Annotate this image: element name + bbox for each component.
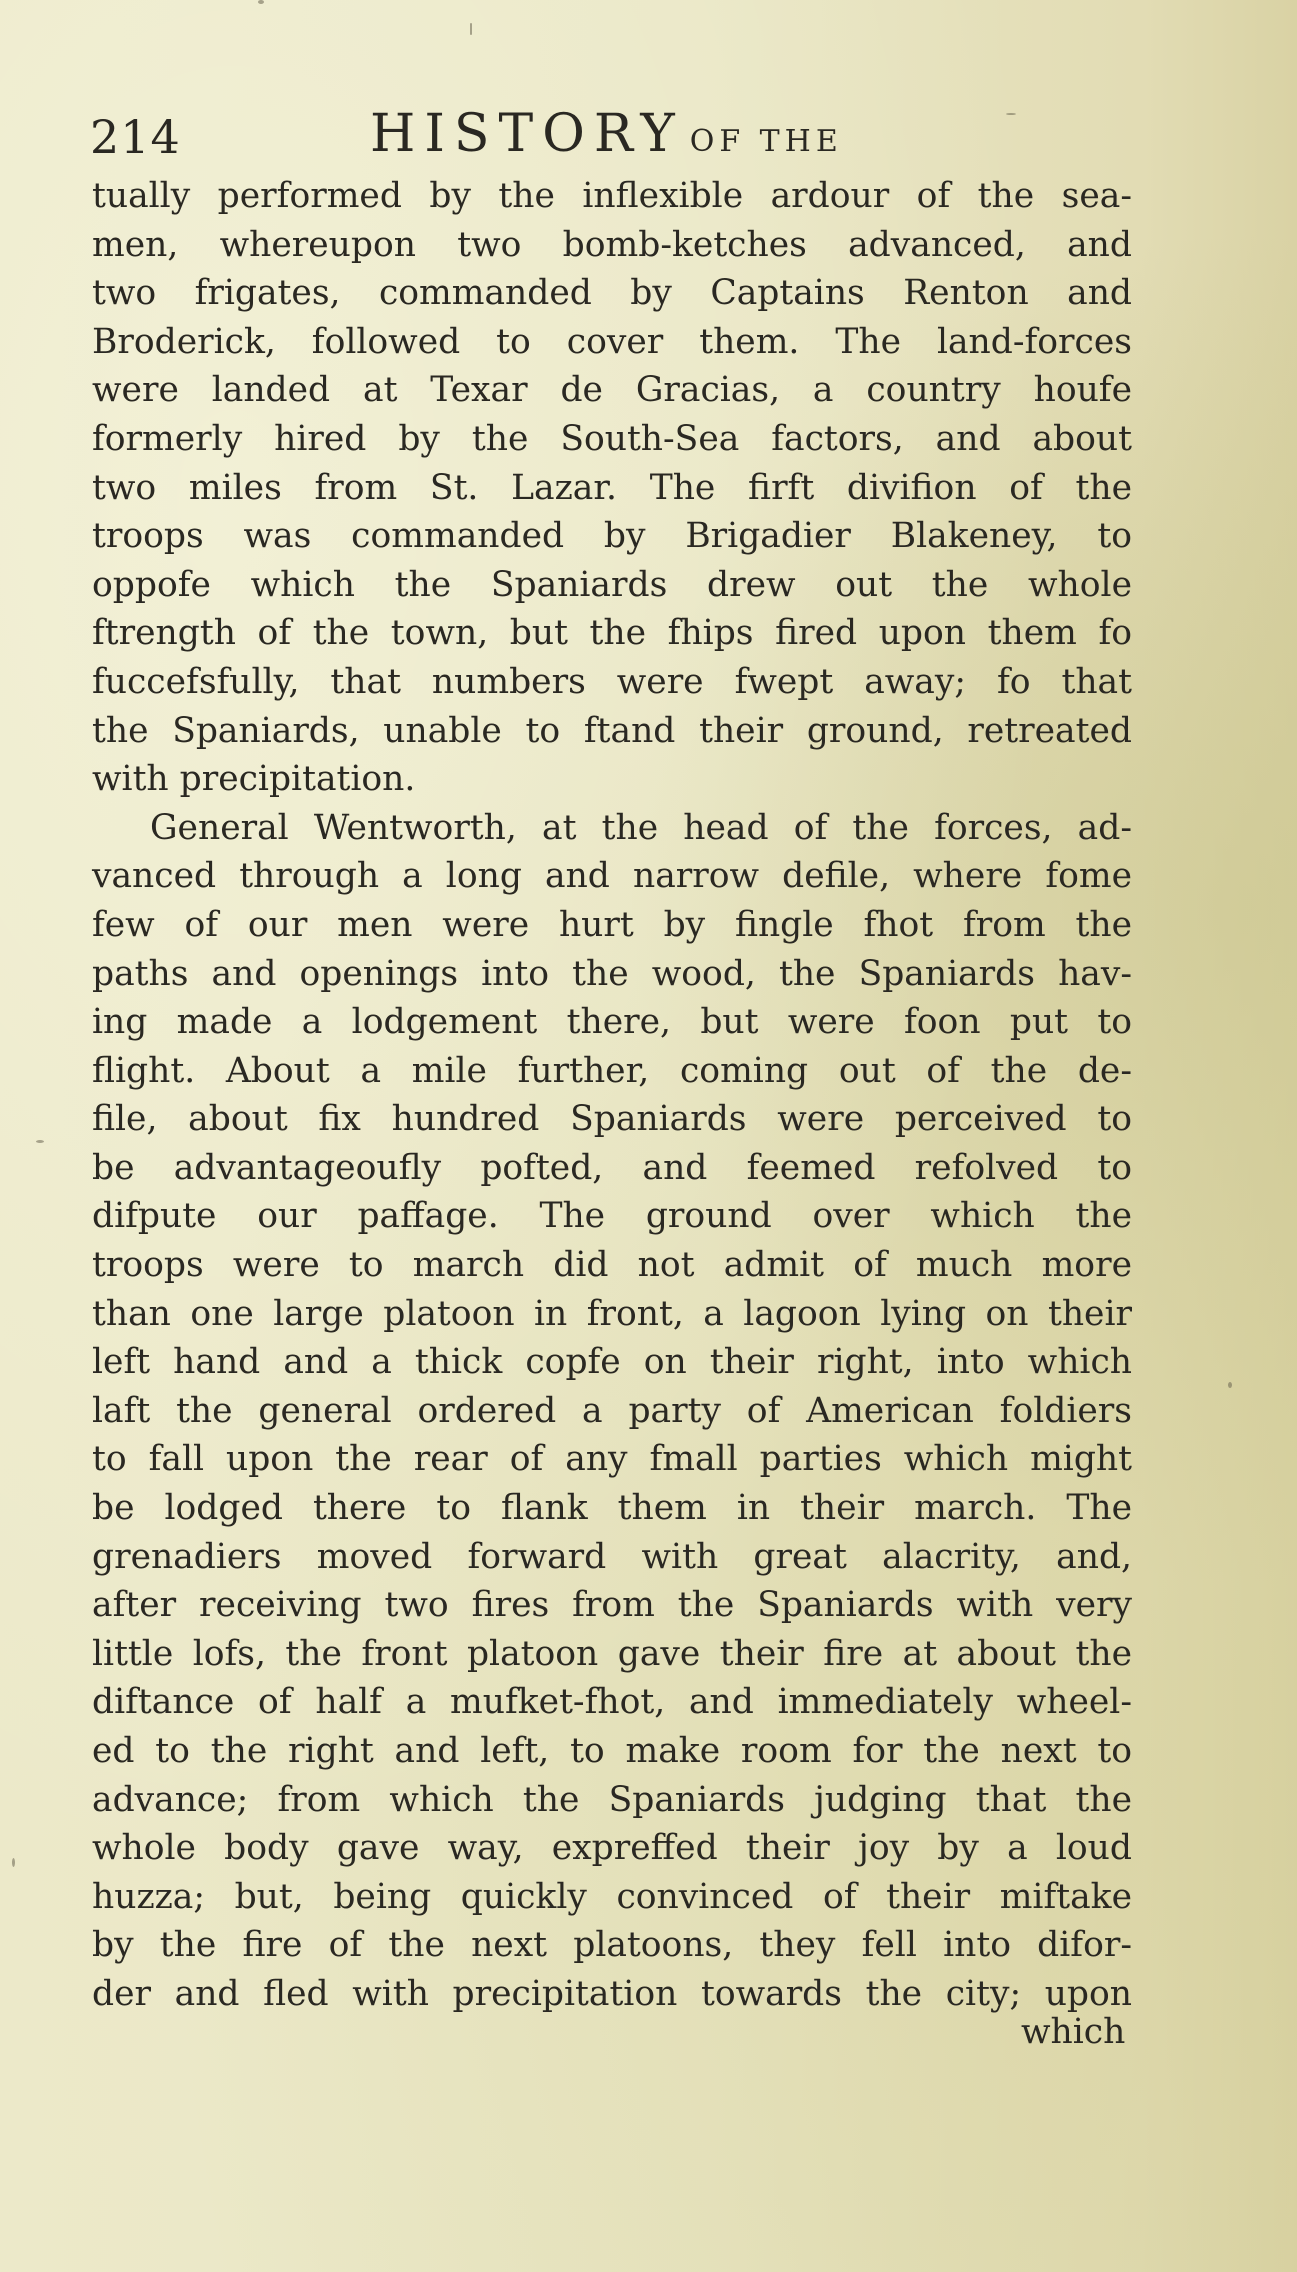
body-text bbox=[92, 172, 1132, 2019]
text-line: grenadiers moved forward with great alacrity, and, bbox=[92, 1536, 1132, 1577]
text-line: to fall upon the rear of any fmall parties which might bbox=[92, 1439, 1132, 1480]
text-line: with precipitation. bbox=[92, 759, 416, 800]
catchword: which bbox=[1021, 2012, 1126, 2052]
text-line: vanced through a long and narrow defile, where fome bbox=[92, 856, 1132, 897]
text-line: little lofs, the front platoon gave their fire at about the bbox=[92, 1633, 1132, 1674]
paper-speck bbox=[1228, 1382, 1232, 1388]
text-line: after receiving two fires from the Spaniards with very bbox=[92, 1585, 1132, 1626]
text-line: paths and openings into the wood, the Spaniards hav- bbox=[92, 953, 1132, 994]
text-line: flight. About a mile further, coming out of the de- bbox=[92, 1050, 1132, 1091]
text-line: left hand and a thick copfe on their right, into which bbox=[92, 1342, 1132, 1383]
text-line: oppofe which the Spaniards drew out the whole bbox=[92, 564, 1132, 605]
text-line: fuccefsfully, that numbers were fwept away; fo that bbox=[92, 661, 1132, 702]
text-line: huzza; but, being quickly convinced of their miftake bbox=[92, 1876, 1132, 1917]
text-line: two miles from St. Lazar. The firft divifion of the bbox=[92, 467, 1132, 508]
text-line: diftance of half a mufket-fhot, and immediately wheel- bbox=[92, 1682, 1132, 1723]
text-line: der and fled with precipitation towards the city; upon bbox=[92, 1973, 1132, 2014]
paper-speck bbox=[470, 23, 472, 35]
text-line: file, about fix hundred Spaniards were perceived to bbox=[92, 1099, 1132, 1140]
paper-speck bbox=[12, 1858, 15, 1867]
text-line: troops was commanded by Brigadier Blakeney, to bbox=[92, 516, 1132, 557]
text-line: difpute our paffage. The ground over which the bbox=[92, 1196, 1132, 1237]
text-line: were landed at Texar de Gracias, a country houfe bbox=[92, 370, 1132, 411]
paper-speck bbox=[1006, 113, 1016, 115]
text-line: laft the general ordered a party of American foldiers bbox=[92, 1390, 1132, 1431]
text-line: ing made a lodgement there, but were foon put to bbox=[92, 1002, 1132, 1043]
paper-speck bbox=[258, 0, 264, 4]
text-line: two frigates, commanded by Captains Renton and bbox=[92, 273, 1132, 314]
paper-speck bbox=[36, 1140, 44, 1143]
running-title-main: HISTORY bbox=[370, 104, 684, 164]
text-line: General Wentworth, at the head of the forces, ad- bbox=[150, 807, 1132, 848]
text-line: by the fire of the next platoons, they fell into difor- bbox=[92, 1925, 1132, 1966]
text-line: be advantageoufly pofted, and feemed refolved to bbox=[92, 1147, 1132, 1188]
page-number: 214 bbox=[90, 110, 181, 164]
text-line: troops were to march did not admit of much more bbox=[92, 1245, 1132, 1286]
text-line: ftrength of the town, but the fhips fired upon them fo bbox=[92, 613, 1132, 654]
text-line: tually performed by the inflexible ardour of the sea- bbox=[92, 176, 1132, 216]
text-line: men, whereupon two bomb-ketches advanced, and bbox=[92, 224, 1132, 265]
text-line: be lodged there to flank them in their march. The bbox=[92, 1488, 1132, 1529]
text-line: advance; from which the Spaniards judging that the bbox=[92, 1779, 1132, 1820]
text-line: formerly hired by the South-Sea factors, and about bbox=[92, 418, 1132, 459]
text-line: the Spaniards, unable to ftand their ground, retreated bbox=[92, 710, 1132, 751]
running-header bbox=[90, 98, 910, 168]
running-title bbox=[370, 104, 843, 164]
text-line: Broderick, followed to cover them. The land-forces bbox=[92, 321, 1132, 362]
running-title-small: OF THE bbox=[689, 124, 843, 159]
text-line: than one large platoon in front, a lagoon lying on their bbox=[92, 1293, 1132, 1334]
text-line: ed to the right and left, to make room for the next to bbox=[92, 1731, 1132, 1771]
text-line: few of our men were hurt by fingle fhot from the bbox=[92, 904, 1132, 945]
text-line: whole body gave way, expreffed their joy by a loud bbox=[92, 1828, 1132, 1869]
